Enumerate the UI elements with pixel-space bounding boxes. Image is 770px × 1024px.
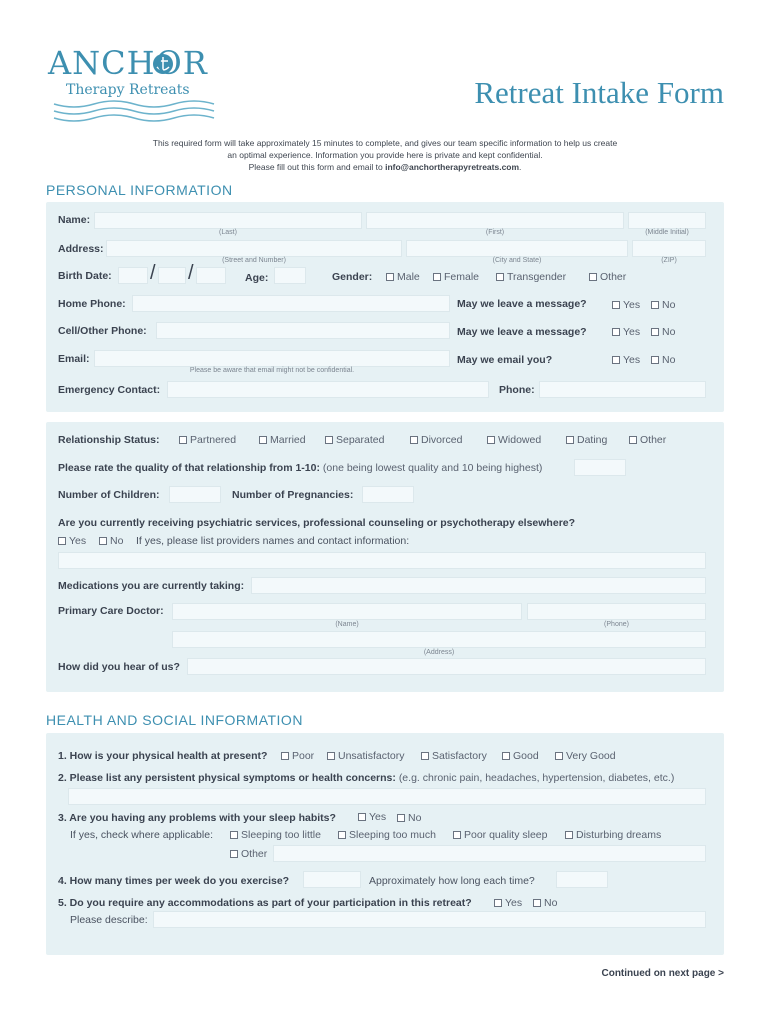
status-option-dating[interactable]: Dating xyxy=(566,434,607,446)
accommodations-field[interactable] xyxy=(153,911,706,928)
section-title-personal: PERSONAL INFORMATION xyxy=(46,182,233,198)
intro-email[interactable]: info@anchortherapyretreats.com xyxy=(385,162,520,172)
intro-text xyxy=(60,137,710,173)
sleep-poor-quality[interactable]: Poor quality sleep xyxy=(453,829,547,841)
checkbox-icon[interactable] xyxy=(496,273,504,281)
checkbox-icon[interactable] xyxy=(453,831,461,839)
pcp-label: Primary Care Doctor: xyxy=(58,605,164,617)
name-middle-hint: (Middle Initial) xyxy=(645,229,689,236)
checkbox-icon[interactable] xyxy=(433,273,441,281)
emergency-contact-label: Emergency Contact: xyxy=(58,384,161,396)
psych-yes[interactable]: Yes xyxy=(58,535,86,547)
checkbox-icon[interactable] xyxy=(629,436,637,444)
name-first-hint: (First) xyxy=(485,229,505,236)
psych-no[interactable]: No xyxy=(99,535,123,547)
home-phone-label: Home Phone: xyxy=(58,298,126,310)
status-option-partnered[interactable]: Partnered xyxy=(179,434,236,446)
checkbox-icon[interactable] xyxy=(179,436,187,444)
sleep-other-field[interactable] xyxy=(273,845,706,862)
checkbox-icon[interactable] xyxy=(487,436,495,444)
name-label: Name: xyxy=(58,214,91,226)
checkbox-icon[interactable] xyxy=(612,356,620,364)
health-q1-good[interactable]: Good xyxy=(502,750,539,762)
checkbox-icon[interactable] xyxy=(358,813,366,821)
medications-field[interactable] xyxy=(251,577,706,594)
email-you-label: May we email you? xyxy=(457,354,553,366)
checkbox-icon[interactable] xyxy=(58,537,66,545)
status-option-divorced[interactable]: Divorced xyxy=(410,434,462,446)
pcp-address-hint: (Address) xyxy=(423,649,455,656)
checkbox-icon[interactable] xyxy=(566,436,574,444)
intro-line-3: Please fill out this form and email to info@anchortherapyretreats.com. xyxy=(248,162,522,172)
emergency-phone-field[interactable] xyxy=(539,381,706,398)
health-q1-satisfactory[interactable]: Satisfactory xyxy=(421,750,487,762)
status-option-separated[interactable]: Separated xyxy=(325,434,384,446)
medications-label: Medications you are currently taking: xyxy=(58,580,245,592)
home-leave-message-label: May we leave a message? xyxy=(457,298,587,310)
intro-line-1: This required form will take approximately 15 minutes to complete, and gives our team specific information to help us create xyxy=(152,138,618,148)
logo xyxy=(44,44,234,124)
checkbox-icon[interactable] xyxy=(589,273,597,281)
gender-option-transgender[interactable]: Transgender xyxy=(496,271,566,283)
checkbox-icon[interactable] xyxy=(565,831,573,839)
gender-label: Gender: xyxy=(332,271,373,283)
health-q1: 1. How is your physical health at present? xyxy=(58,750,268,762)
checkbox-icon[interactable] xyxy=(325,436,333,444)
sleep-other[interactable]: Other xyxy=(230,848,267,860)
form-title: Retreat Intake Form xyxy=(474,75,724,110)
cell-message-yes[interactable]: Yes xyxy=(612,326,640,338)
continued-next-page: Continued on next page > xyxy=(601,968,724,979)
emergency-phone-label: Phone: xyxy=(499,384,535,396)
checkbox-icon[interactable] xyxy=(555,752,563,760)
age-field[interactable] xyxy=(274,267,306,284)
email-field[interactable] xyxy=(94,350,450,367)
relationship-status-label: Relationship Status: xyxy=(58,434,160,446)
address-zip-field[interactable] xyxy=(632,240,706,257)
home-message-no[interactable]: No xyxy=(651,299,675,311)
checkbox-icon[interactable] xyxy=(651,356,659,364)
exercise-duration-field[interactable] xyxy=(556,871,608,888)
children-field[interactable] xyxy=(169,486,221,503)
cell-message-no[interactable]: No xyxy=(651,326,675,338)
pcp-name-field[interactable] xyxy=(172,603,522,620)
address-street-field[interactable] xyxy=(106,240,402,257)
health-q5: 5. Do you require any accommodations as part of your participation in this retreat? xyxy=(58,897,472,909)
cell-phone-field[interactable] xyxy=(156,322,450,339)
health-q2-field[interactable] xyxy=(68,788,706,805)
health-q1-poor[interactable]: Poor xyxy=(281,750,314,762)
address-street-hint: (Street and Number) xyxy=(222,257,286,264)
gender-option-male[interactable]: Male xyxy=(386,271,420,283)
checkbox-icon[interactable] xyxy=(259,436,267,444)
checkbox-icon[interactable] xyxy=(502,752,510,760)
address-label: Address: xyxy=(58,243,104,255)
hear-of-us-field[interactable] xyxy=(187,658,706,675)
cell-phone-label: Cell/Other Phone: xyxy=(58,325,147,337)
pregnancies-field[interactable] xyxy=(362,486,414,503)
gender-option-other[interactable]: Other xyxy=(589,271,626,283)
birth-date-label: Birth Date: xyxy=(58,270,112,282)
health-q3: 3. Are you having any problems with your sleep habits? xyxy=(58,812,336,824)
name-first-field[interactable] xyxy=(366,212,624,229)
checkbox-icon[interactable] xyxy=(494,899,502,907)
checkbox-icon[interactable] xyxy=(410,436,418,444)
section-title-health: HEALTH AND SOCIAL INFORMATION xyxy=(46,712,303,728)
checkbox-icon[interactable] xyxy=(421,752,429,760)
checkbox-icon[interactable] xyxy=(338,831,346,839)
emergency-contact-field[interactable] xyxy=(167,381,489,398)
psych-providers-hint: If yes, please list providers names and contact information: xyxy=(136,535,410,547)
exercise-times-field[interactable] xyxy=(303,871,361,888)
status-option-widowed[interactable]: Widowed xyxy=(487,434,541,446)
checkbox-icon[interactable] xyxy=(281,752,289,760)
relationship-rate-question: Please rate the quality of that relationship from 1-10: (one being lowest quality and 10 being highest) xyxy=(58,462,543,474)
hear-of-us-label: How did you hear of us? xyxy=(58,661,180,673)
sleep-too-much[interactable]: Sleeping too much xyxy=(338,829,436,841)
home-message-yes[interactable]: Yes xyxy=(612,299,640,311)
email-you-no[interactable]: No xyxy=(651,354,675,366)
checkbox-icon[interactable] xyxy=(327,752,335,760)
gender-option-female[interactable]: Female xyxy=(433,271,479,283)
relationship-rate-field[interactable] xyxy=(574,459,626,476)
sleep-too-little[interactable]: Sleeping too little xyxy=(230,829,321,841)
health-q5-no[interactable]: No xyxy=(533,897,557,909)
address-city-hint: (City and State) xyxy=(492,257,542,264)
status-option-married[interactable]: Married xyxy=(259,434,306,446)
birth-month-field[interactable] xyxy=(118,267,148,284)
email-label: Email: xyxy=(58,353,90,365)
pcp-phone-field[interactable] xyxy=(527,603,706,620)
checkbox-icon[interactable] xyxy=(612,301,620,309)
name-last-hint: (Last) xyxy=(219,229,237,236)
health-q5-yes[interactable]: Yes xyxy=(494,897,522,909)
birth-year-field[interactable] xyxy=(196,267,226,284)
psych-providers-field[interactable] xyxy=(58,552,706,569)
pcp-address-field[interactable] xyxy=(172,631,706,648)
checkbox-icon[interactable] xyxy=(99,537,107,545)
checkbox-icon[interactable] xyxy=(386,273,394,281)
checkbox-icon[interactable] xyxy=(651,328,659,336)
age-label: Age: xyxy=(245,272,269,284)
checkbox-icon[interactable] xyxy=(230,850,238,858)
health-q3-no[interactable]: No xyxy=(397,812,421,824)
health-q1-very-good[interactable]: Very Good xyxy=(555,750,616,762)
address-zip-hint: (ZIP) xyxy=(661,257,677,264)
health-q3-sub: If yes, check where applicable: xyxy=(70,829,213,841)
health-q1-unsatisfactory[interactable]: Unsatisfactory xyxy=(327,750,405,762)
name-middle-field[interactable] xyxy=(628,212,706,229)
email-you-yes[interactable]: Yes xyxy=(612,354,640,366)
pcp-name-hint: (Name) xyxy=(335,621,359,628)
pregnancies-label: Number of Pregnancies: xyxy=(232,489,354,501)
pcp-phone-hint: (Phone) xyxy=(604,621,629,628)
status-option-other[interactable]: Other xyxy=(629,434,666,446)
checkbox-icon[interactable] xyxy=(533,899,541,907)
health-q2: 2. Please list any persistent physical symptoms or health concerns: (e.g. chronic pain, headaches, hypertension, diabetes, etc.) xyxy=(58,772,675,784)
home-phone-field[interactable] xyxy=(132,295,450,312)
birth-slash-2: / xyxy=(188,262,194,284)
birth-slash-1: / xyxy=(150,262,156,284)
checkbox-icon[interactable] xyxy=(230,831,238,839)
name-last-field[interactable] xyxy=(94,212,362,229)
health-q5-sub: Please describe: xyxy=(70,914,148,926)
checkbox-icon[interactable] xyxy=(612,328,620,336)
exercise-duration-hint: Approximately how long each time? xyxy=(369,875,535,887)
sleep-disturbing-dreams[interactable]: Disturbing dreams xyxy=(565,829,661,841)
health-q3-yes[interactable]: Yes xyxy=(358,811,386,823)
psych-services-question: Are you currently receiving psychiatric services, professional counseling or psychotherapy elsewhere? xyxy=(58,517,576,529)
intro-line-2: an optimal experience. Information you provide here is private and kept confidential. xyxy=(227,150,543,160)
birth-day-field[interactable] xyxy=(158,267,186,284)
logo-word: ANCHOR xyxy=(48,44,208,82)
address-city-field[interactable] xyxy=(406,240,628,257)
email-note: Please be aware that email might not be confidential. xyxy=(189,367,355,374)
logo-subtitle: Therapy Retreats xyxy=(66,82,190,98)
cell-leave-message-label: May we leave a message? xyxy=(457,326,587,338)
checkbox-icon[interactable] xyxy=(651,301,659,309)
checkbox-icon[interactable] xyxy=(397,814,405,822)
children-label: Number of Children: xyxy=(58,489,160,501)
health-q4: 4. How many times per week do you exercise? xyxy=(58,875,290,887)
